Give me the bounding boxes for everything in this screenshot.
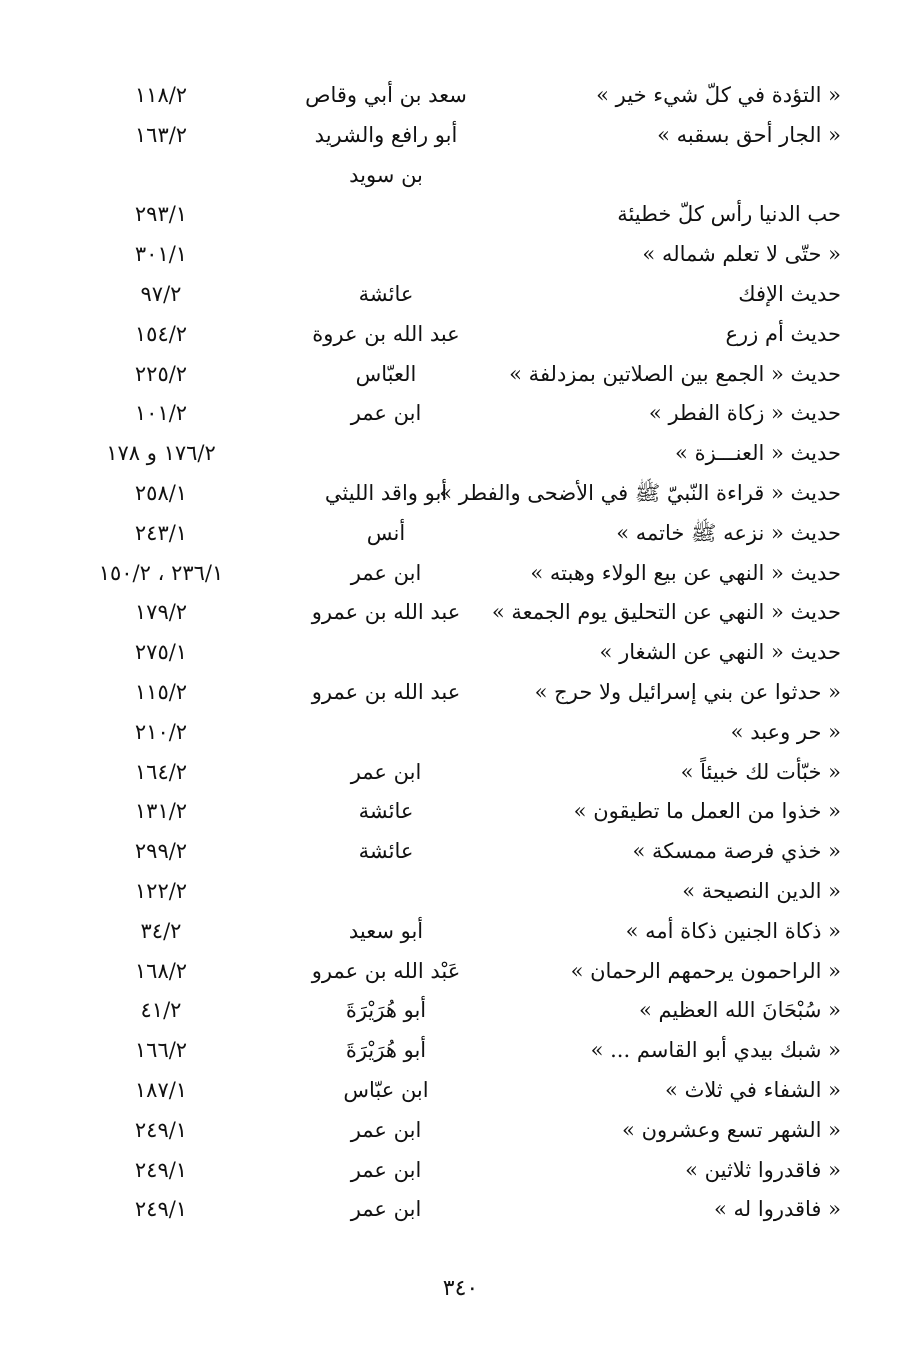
narrator-name: عَبْد الله بن عمرو	[311, 958, 461, 983]
volume-page-ref: ١٧٦/٢ و ١٧٨	[106, 441, 216, 466]
table-row	[81, 1031, 841, 1071]
hadith-text: « فاقدروا له »	[714, 1197, 841, 1222]
hadith-text: « الراحمون يرحمهم الرحمان »	[570, 958, 841, 983]
table-row	[81, 275, 841, 315]
hadith-text: حب الدنيا رأس كلّ خطيئة	[617, 202, 841, 227]
volume-page-ref: ٢٣٦/١ ، ١٥٠/٢	[98, 560, 224, 585]
hadith-text: حديث أم زرع	[725, 321, 841, 346]
hadith-text: « التؤدة في كلّ شيء خير »	[596, 83, 841, 107]
table-row	[81, 514, 841, 554]
volume-page-ref: ١١٥/٢	[134, 679, 188, 704]
narrator-name: ابن عمر	[350, 560, 422, 585]
narrator-name: عبد الله بن عمرو	[311, 679, 461, 704]
volume-page-ref: ١٦٨/٢	[134, 958, 188, 983]
volume-page-ref: ١١٨/٢	[134, 83, 188, 107]
narrator-name: عبد الله بن عمرو	[311, 600, 461, 625]
hadith-text: « الدين النصيحة »	[682, 878, 841, 903]
hadith-text: حديث « النهي عن بيع الولاء وهبته »	[530, 560, 841, 585]
volume-page-ref: ١٦٦/٢	[134, 1038, 188, 1063]
volume-page-ref: ٢٧٥/١	[134, 640, 188, 665]
volume-page-ref: ٣٠١/١	[134, 242, 188, 267]
volume-page-ref: ١٢٢/٢	[134, 878, 188, 903]
table-row	[81, 235, 841, 275]
table-row	[81, 355, 841, 395]
page-number: ٣٤٠	[442, 1276, 479, 1301]
narrator-name: ابن عمر	[350, 1157, 422, 1182]
hadith-text: حديث « قراءة النّبيّ ﷺ في الأضحى والفطر »	[439, 480, 841, 505]
hadith-text: حديث « العنـــزة »	[675, 441, 841, 466]
table-row	[81, 1111, 841, 1151]
table-row	[81, 76, 841, 116]
narrator-name: أنس	[366, 520, 406, 545]
volume-page-ref: ٢١٠/٢	[134, 719, 188, 744]
volume-page-ref: ١٦٤/٢	[134, 759, 188, 784]
table-row	[81, 315, 841, 355]
narrator-name: أبو رافع والشريد بن سويد	[314, 122, 458, 187]
volume-page-ref: ٢٤٩/١	[134, 1117, 188, 1142]
volume-page-ref: ٤١/٢	[140, 998, 182, 1023]
narrator-name: أبو سعيد	[348, 918, 424, 943]
hadith-text: « الشفاء في ثلاث »	[665, 1077, 841, 1102]
volume-page-ref: ٣٤/٢	[140, 918, 182, 943]
narrator-name: عبد الله بن عروة	[312, 321, 460, 346]
table-row	[81, 713, 841, 753]
narrator-name: عائشة	[358, 799, 414, 824]
hadith-text: حديث « النهي عن الشغار »	[599, 640, 841, 665]
volume-page-ref: ١٦٣/٢	[134, 122, 188, 147]
hadith-index-table	[81, 76, 841, 1230]
table-row	[81, 792, 841, 832]
table-row	[81, 872, 841, 912]
volume-page-ref: ١٨٧/١	[134, 1077, 188, 1102]
narrator-name: عائشة	[358, 281, 414, 306]
volume-page-ref: ٢٤٩/١	[134, 1157, 188, 1182]
table-row	[81, 991, 841, 1031]
table-row	[81, 832, 841, 872]
hadith-text: « ذكاة الجنين ذكاة أمه »	[625, 918, 841, 943]
table-row	[81, 394, 841, 434]
hadith-text: « حتّى لا تعلم شماله »	[642, 242, 841, 267]
hadith-text: « حدثوا عن بني إسرائيل ولا حرج »	[534, 679, 841, 704]
table-row	[81, 633, 841, 673]
narrator-name: ابن عمر	[350, 1197, 422, 1222]
volume-page-ref: ٢٩٩/٢	[134, 839, 188, 864]
table-row	[81, 673, 841, 713]
narrator-name: ابن عمر	[350, 401, 422, 426]
volume-page-ref: ١٥٤/٢	[134, 321, 188, 346]
volume-page-ref: ١٠١/٢	[134, 401, 188, 426]
table-row	[81, 1071, 841, 1111]
hadith-text: « خبّأت لك خبيئاً »	[680, 759, 841, 784]
narrator-name: سعد بن أبي وقاص	[305, 83, 467, 107]
hadith-text: « الشهر تسع وعشرون »	[622, 1117, 841, 1142]
table-row	[81, 554, 841, 594]
volume-page-ref: ٢٤٣/١	[134, 520, 188, 545]
table-row	[81, 195, 841, 235]
hadith-text: « حر وعبد »	[730, 719, 841, 744]
narrator-name: أبو واقد الليثي	[324, 480, 448, 505]
table-row	[81, 952, 841, 992]
table-row	[81, 1151, 841, 1191]
table-row	[81, 474, 841, 514]
hadith-text: حديث « النهي عن التحليق يوم الجمعة »	[491, 600, 841, 625]
table-row	[81, 1190, 841, 1230]
narrator-name: عائشة	[358, 839, 414, 864]
hadith-text: حديث الإفك	[738, 281, 841, 306]
volume-page-ref: ٢٩٣/١	[134, 202, 188, 227]
hadith-text: « الجار أحق بسقبه »	[657, 122, 841, 147]
volume-page-ref: ٢٢٥/٢	[134, 361, 188, 386]
table-row	[81, 434, 841, 474]
volume-page-ref: ٩٧/٢	[140, 281, 182, 306]
hadith-text: « شبك بيدي أبو القاسم ... »	[590, 1038, 841, 1063]
volume-page-ref: ١٧٩/٢	[134, 600, 188, 625]
table-row	[81, 912, 841, 952]
narrator-name: أبو هُرَيْرَةَ	[345, 998, 427, 1023]
hadith-text: « خذي فرصة ممسكة »	[632, 839, 841, 864]
narrator-name: العبّاس	[355, 361, 417, 386]
narrator-name: ابن عبّاس	[343, 1077, 429, 1102]
narrator-name: ابن عمر	[350, 759, 422, 784]
narrator-name: أبو هُرَيْرَةَ	[345, 1038, 427, 1063]
table-row	[81, 116, 841, 196]
volume-page-ref: ١٣١/٢	[134, 799, 188, 824]
hadith-text: حديث « الجمع بين الصلاتين بمزدلفة »	[509, 361, 841, 386]
volume-page-ref: ٢٥٨/١	[134, 480, 188, 505]
narrator-name: ابن عمر	[350, 1117, 422, 1142]
hadith-text: حديث « زكاة الفطر »	[648, 401, 841, 426]
hadith-text: « خذوا من العمل ما تطيقون »	[573, 799, 841, 824]
table-row	[81, 753, 841, 793]
volume-page-ref: ٢٤٩/١	[134, 1197, 188, 1222]
hadith-text: « فاقدروا ثلاثين »	[685, 1157, 841, 1182]
table-row	[81, 593, 841, 633]
hadith-text: حديث « نزعه ﷺ خاتمه »	[616, 520, 841, 545]
hadith-text: « سُبْحَانَ الله العظيم »	[638, 998, 841, 1023]
